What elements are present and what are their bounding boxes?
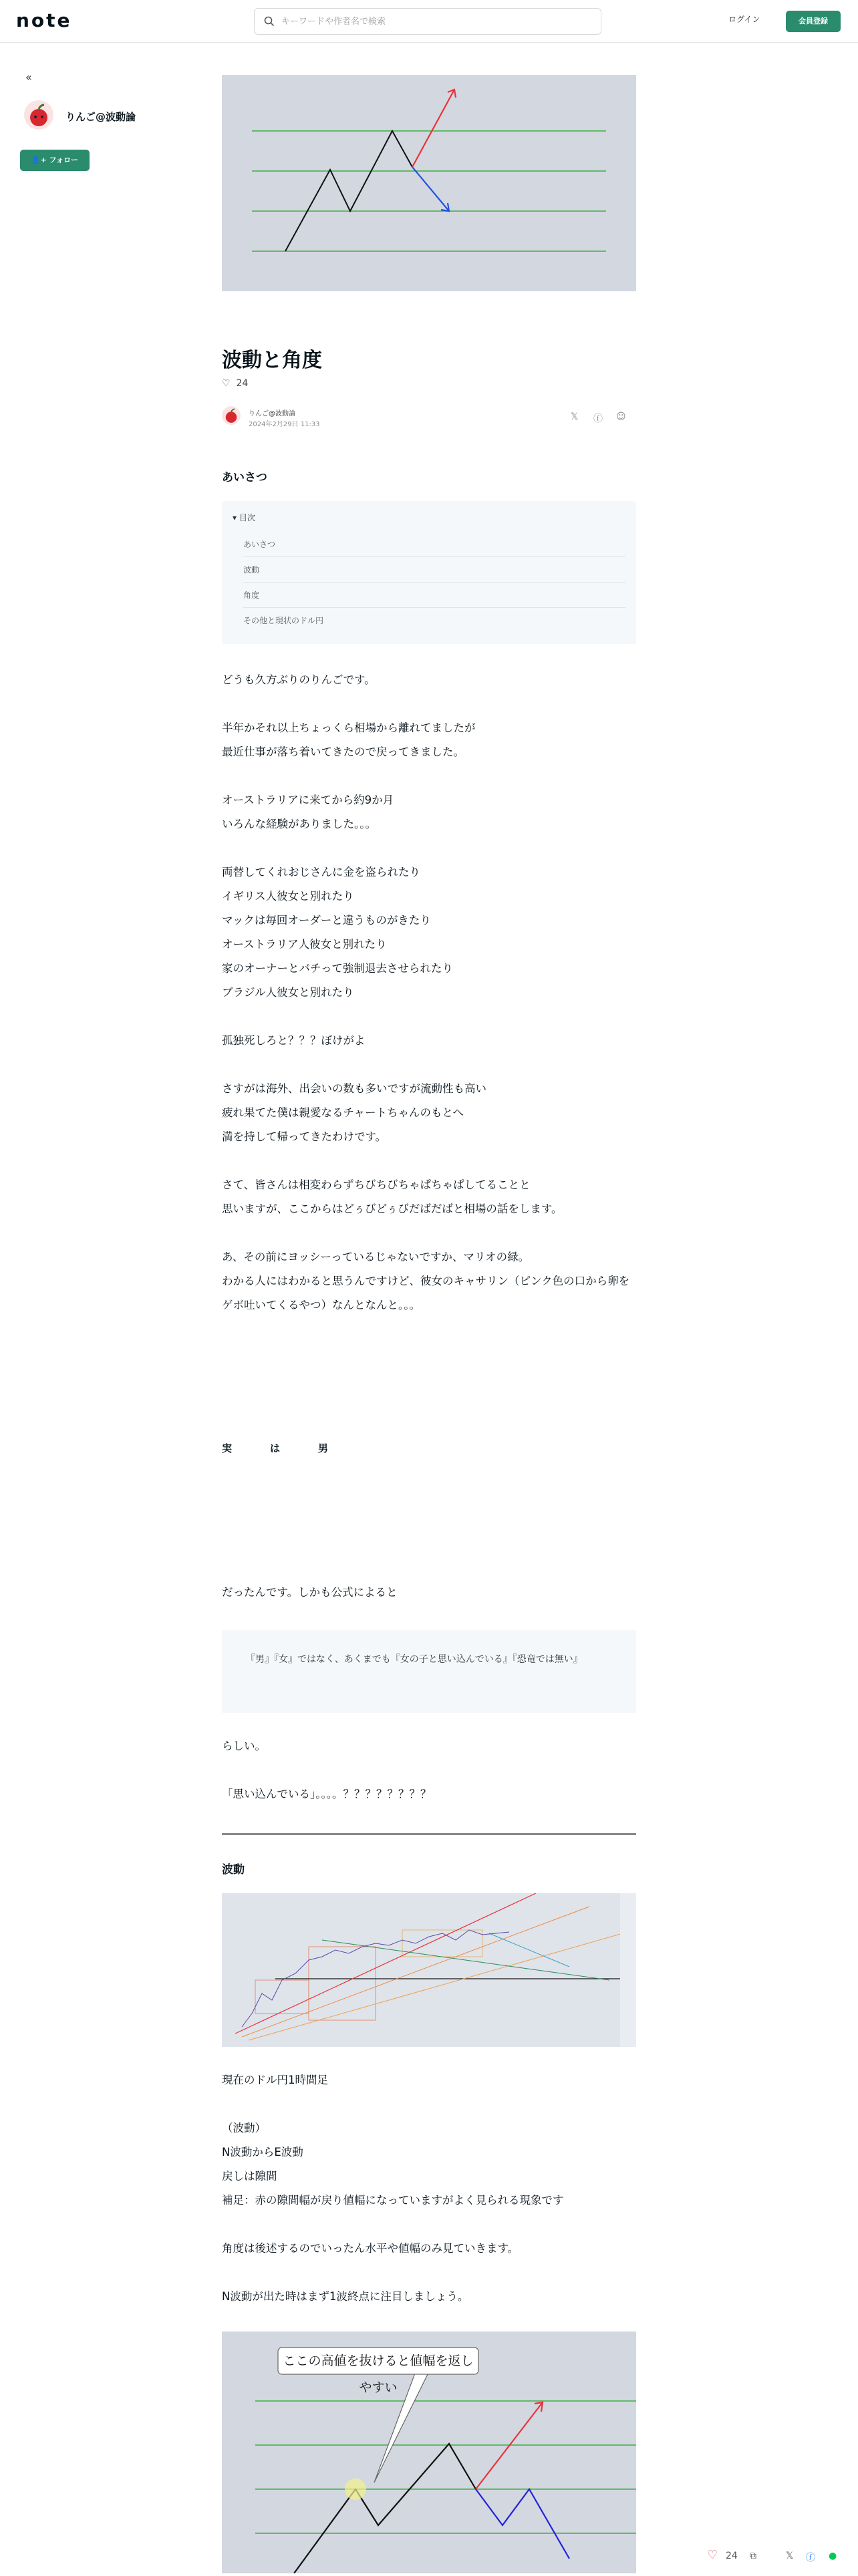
signup-button[interactable]: 会員登録 <box>786 11 841 32</box>
publish-date: 2024年2月29日 11:33 <box>249 421 320 428</box>
paragraph-line: オーストラリア人彼女と別れたり <box>222 938 387 951</box>
paragraph-line <box>222 1149 636 1173</box>
add-user-icon: 👤+ <box>31 156 49 164</box>
paragraph-line: さて、皆さんは相変わらずちびちびちゃぱちゃぱしてることと <box>222 1178 531 1191</box>
paragraph-line <box>222 1053 636 1077</box>
paragraph-line <box>222 1221 636 1245</box>
paragraph-line <box>222 2261 636 2285</box>
table-of-contents <box>222 501 636 644</box>
follow-label: フォロー <box>49 156 79 164</box>
search-input[interactable] <box>281 9 595 34</box>
paragraph-line: 「思い込んでいる」。。。。？？？？？？？？ <box>222 1788 432 1800</box>
paragraph-line: 思いますが、ここからはどぅびどぅびだばだばと相場の話をします。 <box>222 1202 563 1215</box>
x-share-icon[interactable]: 𝕏 <box>786 2551 794 2561</box>
creator-name[interactable]: りんご@波動論 <box>65 111 136 123</box>
paragraph-line <box>222 2092 636 2116</box>
article-body-after-quote <box>222 1734 636 1806</box>
creator-avatar[interactable] <box>24 100 53 130</box>
toc-item[interactable]: 波動 <box>243 557 625 583</box>
collapse-sidebar-icon[interactable]: « <box>25 71 32 84</box>
paragraph-line <box>222 2213 636 2237</box>
reveal-char: 実 <box>222 1442 233 1454</box>
x-share-icon[interactable]: 𝕏 <box>571 412 579 422</box>
paragraph-line: らしい。 <box>222 1740 266 1752</box>
toc-item[interactable]: あいさつ <box>243 532 625 557</box>
line-share-icon[interactable]: ● <box>829 2551 837 2561</box>
article-body-intro <box>222 668 636 1317</box>
follow-button[interactable] <box>20 150 90 171</box>
paragraph-line: N波動からE波動 <box>222 2146 303 2158</box>
paragraph-line: イギリス人彼女と別れたり <box>222 890 354 903</box>
paragraph-line: 家のオーナーとバチって強制退去させられたり <box>222 962 453 975</box>
paragraph-line: あ、その前にヨッシーっているじゃないですか、マリオの緑。 <box>222 1251 530 1263</box>
paragraph-line: （波動） <box>222 2122 266 2134</box>
header-image <box>222 75 636 291</box>
site-header <box>0 0 858 43</box>
login-link[interactable]: ログイン <box>728 15 760 24</box>
wave-illustration <box>222 2331 636 2573</box>
paragraph-line: ブラジル人彼女と別れたり <box>222 986 354 999</box>
quote-text: 『男』『女』ではなく、あくまでも『女の子と思い込んでいる』『恐竜では無い』 <box>246 1654 583 1665</box>
article-body-wave <box>222 2068 636 2309</box>
paragraph-line: 両替してくれおじさんに金を盗られたり <box>222 866 420 878</box>
paragraph-line <box>222 1005 636 1029</box>
paragraph-line: わかる人にはわかると思うんですけど、彼女のキャサリン（ピンク色の口から卵をゲボ吐いてくるやつ）なんとなんと。。。 <box>222 1275 630 1311</box>
paragraph-line: N波動が出た時はまず1波終点に注目しましょう。 <box>222 2290 469 2303</box>
search-box[interactable] <box>254 8 601 35</box>
author-avatar[interactable] <box>222 406 241 425</box>
author-name[interactable]: りんご@波動論 <box>249 410 295 418</box>
paragraph-line <box>222 692 636 716</box>
magazine-icon[interactable]: ⧉ <box>750 2551 756 2561</box>
caret-down-icon: ▾ <box>233 513 237 522</box>
paragraph-line: いろんな経験がありました。。。 <box>222 818 376 830</box>
paragraph-line <box>222 836 636 860</box>
paragraph-line: 疲れ果てた僕は親愛なるチャートちゃんのもとへ <box>222 1106 464 1119</box>
paragraph-line <box>222 764 636 788</box>
line-share-icon[interactable]: ☺ <box>616 412 626 422</box>
paragraph-line: 角度は後述するのでいったん水平や値幅のみ見ていきます。 <box>222 2242 519 2255</box>
paragraph-line <box>222 1758 636 1782</box>
heart-icon[interactable]: ♡ <box>222 378 231 389</box>
floating-action-bar <box>702 2545 858 2569</box>
paragraph-line: マックは毎回オーダーと違うものがきたり <box>222 914 431 927</box>
note-logo[interactable]: note <box>16 9 72 31</box>
paragraph-line: 半年かそれ以上ちょっくら相場から離れてましたが <box>222 721 476 734</box>
paragraph-line: 現在のドル円1時間足 <box>222 2074 328 2086</box>
callout-text: ここの高値を抜けると値幅を返しやすい <box>283 2354 474 2395</box>
like-count[interactable] <box>222 378 248 389</box>
like-count-value: 24 <box>236 378 249 389</box>
usdjpy-chart-image <box>222 1893 636 2047</box>
paragraph-line: 満を持して帰ってきたわけです。 <box>222 1130 387 1143</box>
paragraph-line: 戻しは隙間 <box>222 2170 277 2183</box>
section-heading-greeting: あいさつ <box>222 471 267 484</box>
paragraph-line: 補足：赤の隙間幅が戻り値幅になっていますがよく見られる現象です <box>222 2194 564 2207</box>
float-like-count: 24 <box>726 2551 738 2561</box>
paragraph-line: さすがは海外、出会いの数も多いですが流動性も高い <box>222 1082 486 1095</box>
toc-item[interactable]: 角度 <box>243 583 625 608</box>
reveal-char: は <box>270 1442 281 1454</box>
paragraph-line: 最近仕事が落ち着いてきたので戻ってきました。 <box>222 746 464 758</box>
toc-item[interactable]: その他と現状のドル円 <box>243 616 324 625</box>
facebook-share-icon[interactable]: ⓕ <box>806 2553 815 2563</box>
paragraph-line: どうも久方ぶりのりんごです。 <box>222 673 376 686</box>
section-divider <box>222 1833 636 1835</box>
blockquote <box>222 1630 636 1713</box>
facebook-share-icon[interactable]: ⓕ <box>593 414 603 424</box>
toc-heading: 目次 <box>239 513 255 522</box>
paragraph-line: 孤独死しろと？？？ぼけがよ <box>222 1034 366 1047</box>
author-info <box>222 406 636 433</box>
after-reveal-text: だったんです。しかも公式によると <box>222 1586 398 1599</box>
section-heading-wave: 波動 <box>222 1863 245 1877</box>
reveal-char: 男 <box>318 1442 329 1454</box>
article-title: 波動と角度 <box>222 349 322 372</box>
toc-toggle[interactable] <box>233 512 255 523</box>
search-icon <box>264 16 275 27</box>
paragraph-line: オーストラリアに来てから約9か月 <box>222 794 394 806</box>
heart-icon[interactable]: ♡ <box>707 2548 718 2562</box>
